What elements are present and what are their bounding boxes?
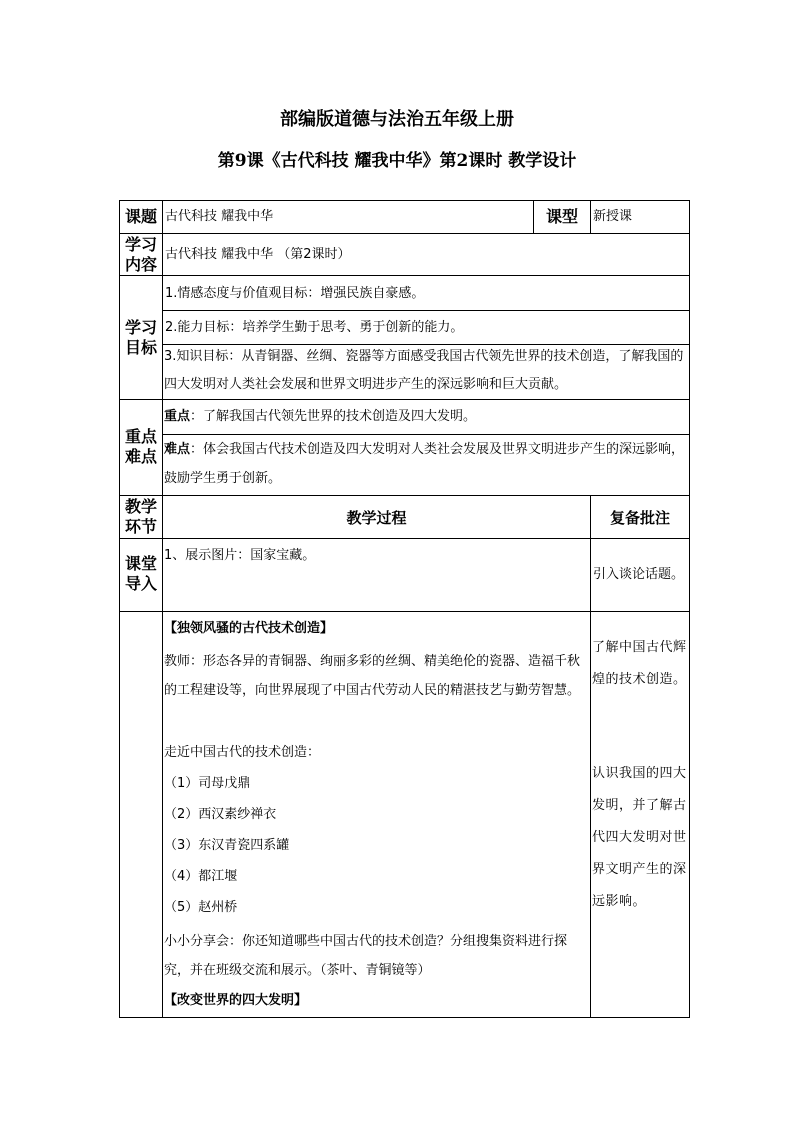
difficulty-point xyxy=(164,435,688,493)
intro-note: 引入谈论话题。 xyxy=(593,567,685,582)
intro-label: 课堂导入 xyxy=(124,554,157,593)
keypoints-label: 重点难点 xyxy=(124,427,157,466)
type-value: 新授课 xyxy=(593,209,633,224)
main-note-2: 认识我国的四大发明，并了解古代四大发明对世界文明产生的深远影响。 xyxy=(592,766,687,909)
content-label: 学习内容 xyxy=(124,235,157,274)
list-item: （3）东汉青瓷四系罐 xyxy=(164,838,290,853)
document-title: 部编版道德与法治五年级上册 xyxy=(280,109,514,130)
list-item: （1）司母戊鼎 xyxy=(164,776,251,791)
main-note-1: 了解中国古代辉煌的技术创造。 xyxy=(592,640,687,687)
intro-text: 1、展示图片：国家宝藏。 xyxy=(164,548,316,563)
difficulty-label: 难点 xyxy=(164,442,191,457)
topic-label: 课题 xyxy=(124,207,157,226)
list-item: （4）都江堰 xyxy=(164,869,238,884)
objective-3: 3.知识目标：从青铜器、丝绸、瓷器等方面感受我国古代领先世界的技术创造，了解我国的四大发明对人类社会发展和世界文明进步产生的深远影响和巨大贡献。 xyxy=(164,349,684,392)
type-label: 课型 xyxy=(545,207,578,226)
key-label: 重点 xyxy=(164,409,191,424)
teacher-text: 教师：形态各异的青铜器、绚丽多彩的丝绸、精美绝伦的瓷器、造福千秋的工程建设等，向世界展现了中国古代劳动人民的精湛技艺与勤劳智慧。 xyxy=(164,654,581,698)
section-heading-1: 【独领风骚的古代技术创造】 xyxy=(164,621,334,636)
section-heading-2: 【改变世界的四大发明】 xyxy=(164,993,308,1008)
content-value: 古代科技 耀我中华 （第2课时） xyxy=(165,247,351,262)
approach-text: 走近中国古代的技术创造： xyxy=(164,745,321,760)
difficulty-text: ：体会我国古代技术创造及四大发明对人类社会发展及世界文明进步产生的深远影响，鼓励学生勇于创新。 xyxy=(164,442,685,486)
topic-value: 古代科技 耀我中华 xyxy=(165,209,274,224)
objective-2: 2.能力目标：培养学生勤于思考、勇于创新的能力。 xyxy=(165,320,464,335)
notes-header: 复备批注 xyxy=(609,509,670,527)
process-header: 教学过程 xyxy=(346,509,407,527)
objective-1: 1.情感态度与价值观目标：增强民族自豪感。 xyxy=(165,286,425,301)
list-item: （2）西汉素纱禅衣 xyxy=(164,807,277,822)
objectives-label: 学习目标 xyxy=(124,318,157,357)
key-text: ：了解我国古代领先世界的技术创造及四大发明。 xyxy=(190,409,477,424)
main-label-cell xyxy=(119,611,163,1018)
key-point xyxy=(164,409,476,425)
stage-label: 教学环节 xyxy=(124,497,157,536)
share-text: 小小分享会：你还知道哪些中国古代的技术创造？分组搜集资料进行探究，并在班级交流和展示。（茶叶、青铜镜等） xyxy=(164,934,568,978)
document-subtitle: 第9课《古代科技 耀我中华》第2课时 教学设计 xyxy=(217,151,577,171)
list-item: （5）赵州桥 xyxy=(164,900,238,915)
